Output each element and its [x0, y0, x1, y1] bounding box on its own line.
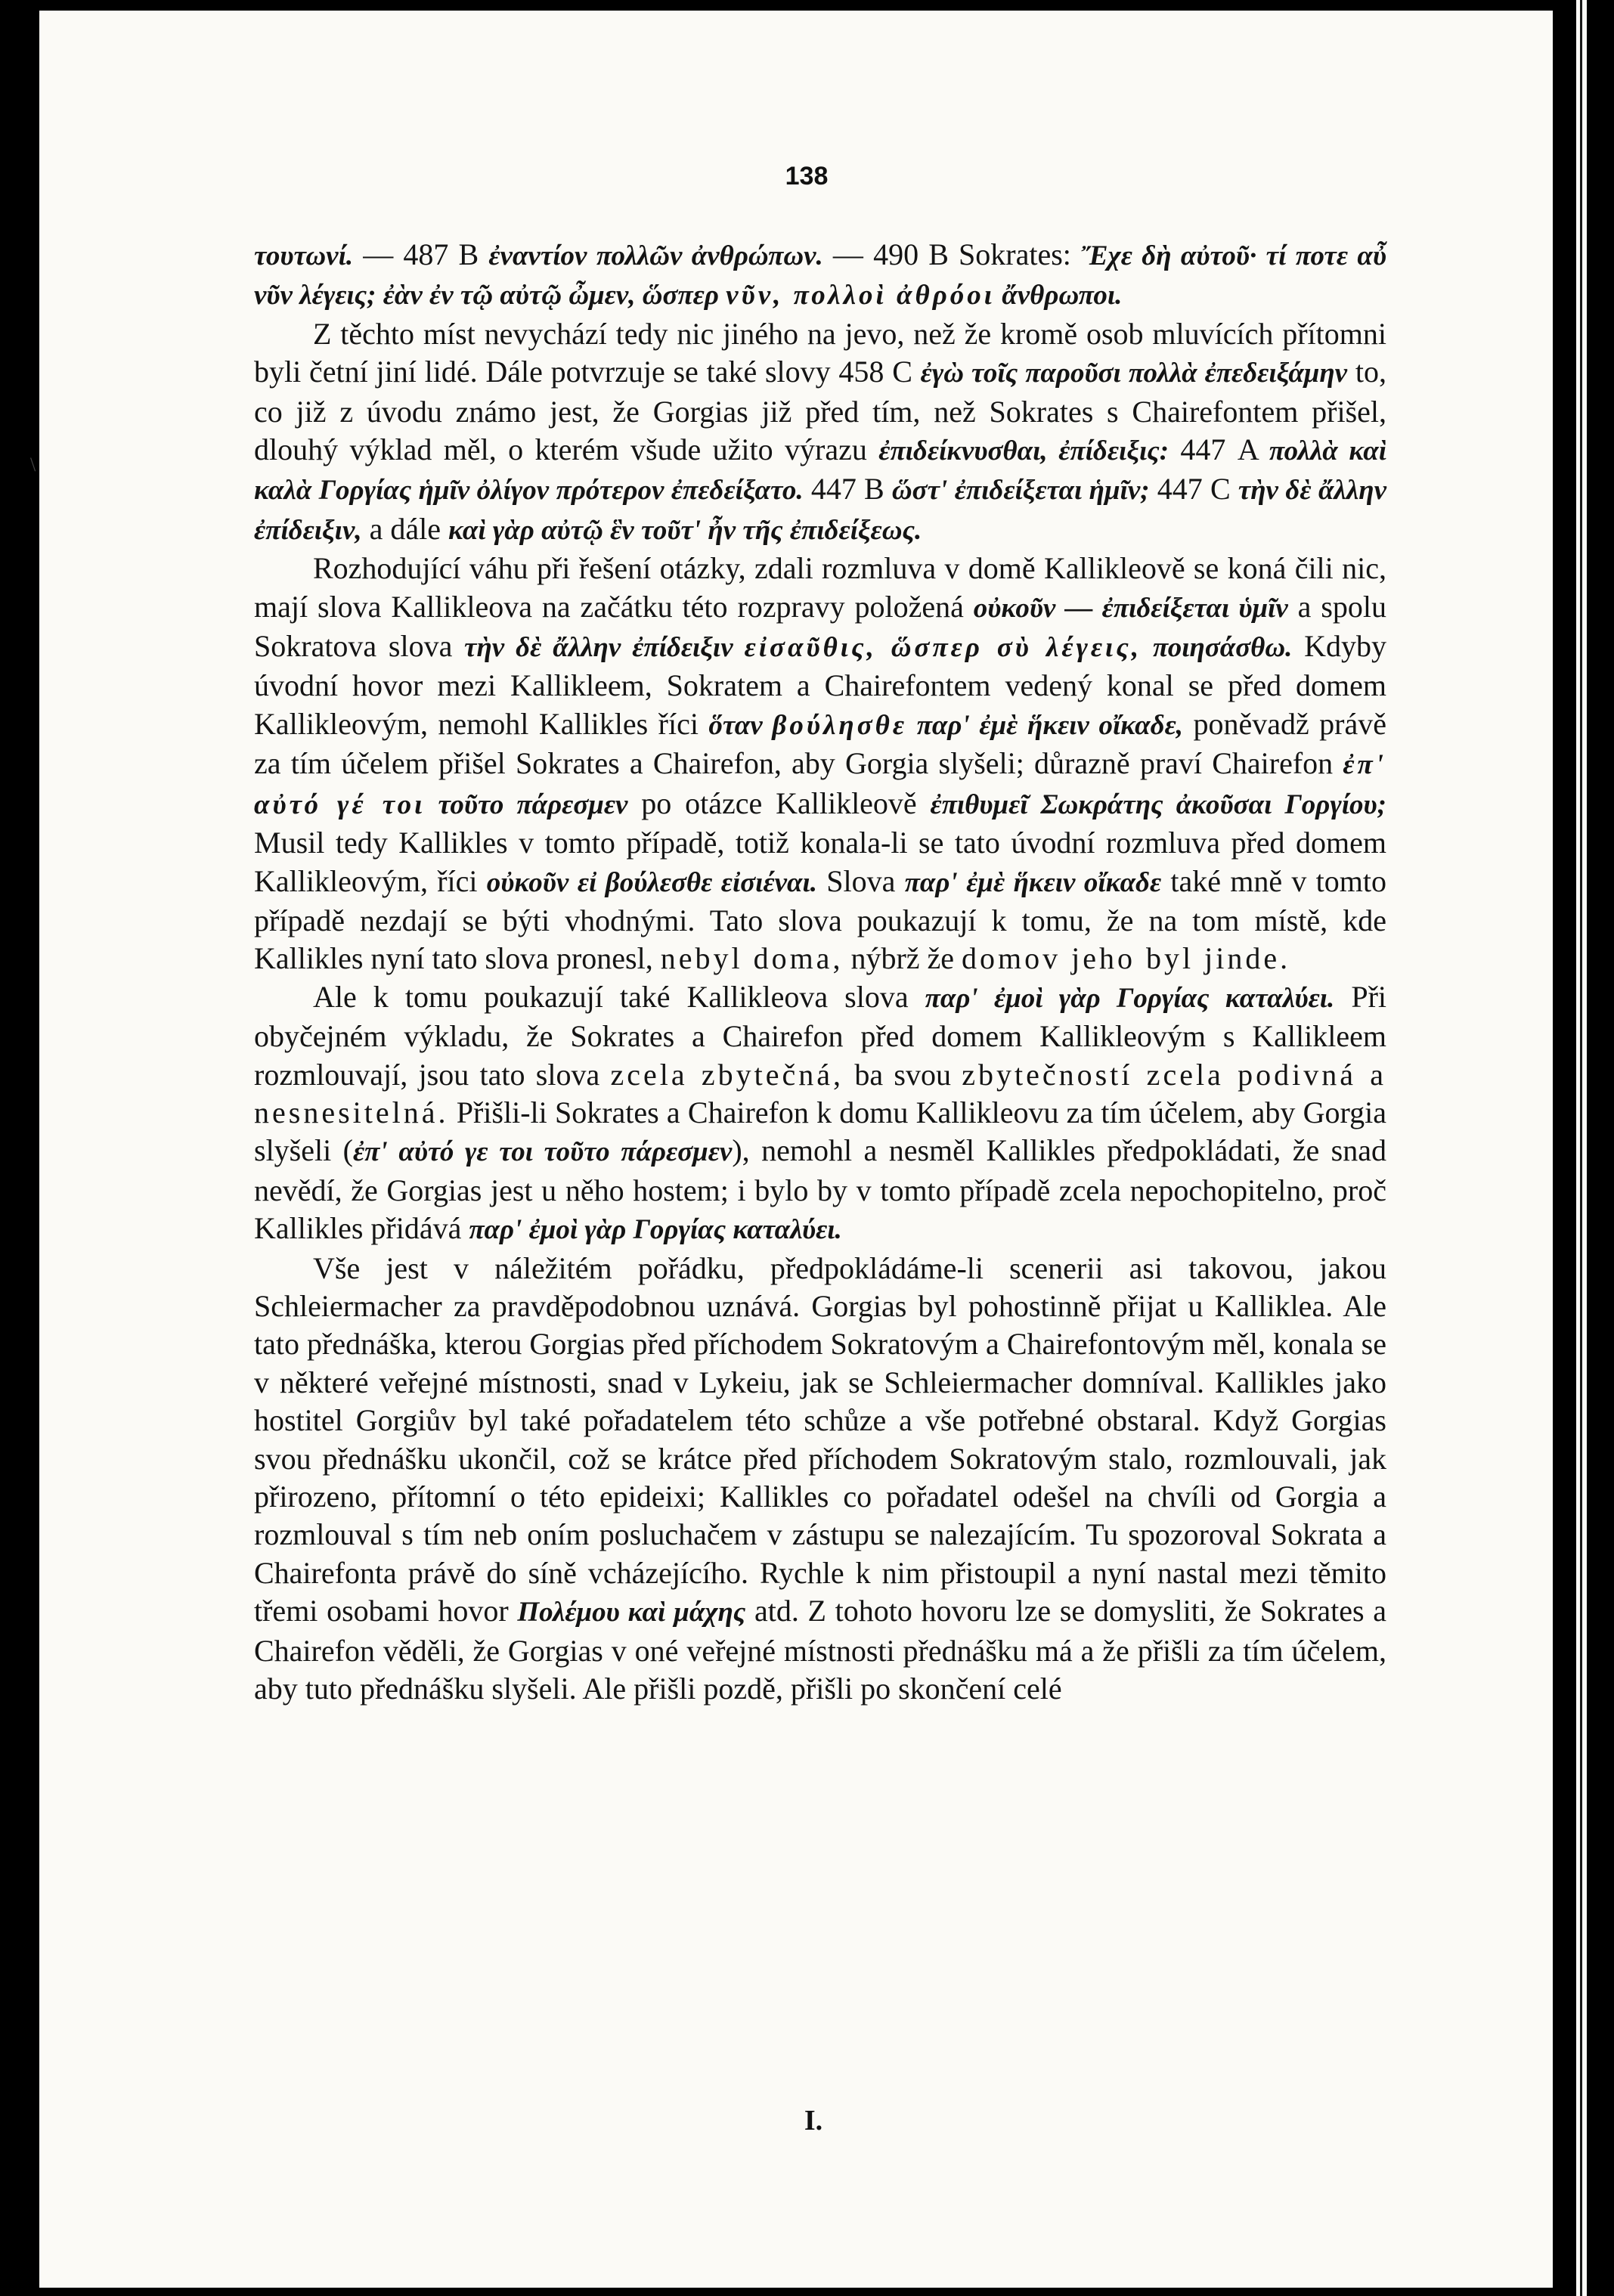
text-run: Rozhodující váhu při řešení otázky, zdali rozmluva v domě Kallikleově se koná čili nic, mají slova Kallikleova na začátku této rozpravy položená: [254, 551, 1386, 624]
spaced-emphasis: nebyl doma,: [660, 941, 844, 976]
greek-quote: παρ' ἐμὲ ἥκειν οἴκαδε,: [907, 709, 1184, 741]
greek-quote: εἰσαῦθις, ὥσπερ σὺ λέγεις,: [744, 632, 1142, 664]
text-run: Kdyby úvodní hovor mezi Kallikleem, Sokratem a Chairefontem vedený konal se před domem Kallikleovým, nemohl Kallikles říci: [254, 629, 1386, 741]
text-run: ), nemohl a nesměl Kallikles předpokládati, že snad nevědí, že Gorgias jest u něho hostem; i bylo by v tomto případě zcela nepochopitelno, proč Kallikles přidává: [254, 1133, 1386, 1246]
greek-quote: ἐναντίον πολλῶν ἀνθρώπων.: [488, 240, 823, 271]
text-run: atd. Z tohoto hovoru lze se domysliti, že Sokrates a Chairefon věděli, že Gorgias v oné veřejné místnosti přednášku má a že přišli za tím účelem, aby tuto přednášku slyšeli. Ale přišli pozdě, přišli po skončení celé: [254, 1594, 1387, 1706]
spaced-emphasis: domov jeho byl jinde.: [962, 941, 1291, 976]
greek-quote: ὅταν: [708, 709, 773, 741]
greek-quote: ἐπιθυμεῖ Σωκράτης ἀκοῦσαι Γοργίου;: [930, 789, 1386, 820]
paragraph: [254, 978, 1386, 1250]
text-run: Přišli-li Sokrates a Chairefon k domu Kallikleovu za tím účelem, aby Gorgia slyšeli (: [254, 1095, 1386, 1168]
greek-quote: Ἔχε δὴ αὐτοῦ· τί ποτε αὖ νῦν λέγεις; ἐὰν ἐν τῷ αὐτῷ ὦμεν, ὥσπερ: [254, 240, 1386, 311]
text-run: 447 B: [803, 472, 892, 507]
text-run: poněvadž právě za tím účelem přišel Sokrates a Chairefon, aby Gorgia slyšeli; důrazně praví Chairefon: [254, 706, 1386, 781]
greek-quote: ἐπ' αὐτό γε τοι τοῦτο πάρεσμεν: [353, 1136, 733, 1168]
margin-mark: \: [30, 454, 36, 476]
greek-quote: οὐκοῦν — ἐπιδείξεται ὑμῖν: [973, 592, 1288, 624]
text-run: Při obyčejném výkladu, že Sokrates a Chairefon před domem Kallikleovým s Kallikleem rozmlouvají, jsou tato slova: [254, 979, 1387, 1092]
greek-quote: τουτωνί.: [254, 240, 354, 271]
greek-quote: παρ' ἐμοὶ γὰρ Γοργίας καταλύει.: [925, 982, 1335, 1014]
greek-quote: ἐπ' αὐτό γέ τοι: [254, 749, 1386, 820]
greek-quote: Πολέμου καὶ μάχης: [517, 1597, 746, 1628]
greek-quote: βούλησθε: [772, 709, 908, 741]
greek-quote: νῦν, πολλοὶ ἀθρόοι: [726, 280, 996, 311]
text-run: 447 C: [1149, 472, 1238, 507]
greek-quote: πολλὰ καὶ καλὰ Γοργίας ἡμῖν ὀλίγον πρότερον ἐπεδείξατο.: [254, 435, 1387, 507]
spaced-emphasis: zbytečností zcela podivná a nesnesitelná.: [254, 1057, 1387, 1129]
greek-quote: ἐπιδείκνυσθαι, ἐπίδειξις:: [878, 435, 1169, 467]
greek-quote: καὶ γὰρ αὐτῷ ἓν τοῦτ' ἦν τῆς ἐπιδείξεως.: [448, 514, 922, 546]
text-run: a spolu Sokratova slova: [254, 589, 1387, 664]
page-number: 138: [785, 162, 829, 191]
signature-mark: I.: [804, 2105, 823, 2136]
greek-quote: τὴν δὲ ἄλλην ἐπίδειξιν,: [254, 475, 1386, 546]
greek-quote: ἄνθρωποι.: [995, 280, 1123, 311]
paragraph: [254, 236, 1386, 315]
text-run: nýbrž že: [843, 941, 962, 976]
text-run: Vše jest v náležitém pořádku, předpokládáme-li scenerii asi takovou, jakou Schleiermacher za pravděpodobnou uznává. Gorgias byl pohostinně přijat u Kalliklea. Ale tato přednáška, kterou Gorgias před příchodem Sokratovým a Chairefontovým měl, konala se v některé veřejné místnosti, snad v Lykeiu, jak se Schleiermacher domníval. Kallikles jako hostitel Gorgiův byl také pořadatelem této schůze a vše potřebné obstaral. Když Gorgias svou přednášku ukončil, což se krátce před příchodem Sokratovým stalo, rozmlouvali, jak přirozeno, přítomní o této epideixi; Kallikles co pořadatel odešel na chvíli od Gorgia a rozmlouval s tím neb oním posluchačem v zástupu se nalezajícím. Tu spozoroval Sokrata a Chairefonta právě do síně vcházejícího. Rychle k nim přistoupil a nyní nastal mezi těmito třemi osobami hovor: [254, 1250, 1386, 1628]
greek-quote: τοῦτο πάρεσμεν: [425, 789, 628, 820]
spaced-emphasis: zcela zbytečná,: [610, 1057, 844, 1092]
greek-quote: παρ' ἐμὲ ἥκειν οἴκαδε: [904, 866, 1162, 898]
text-run: po otázce Kallikleově: [627, 785, 931, 820]
greek-quote: παρ' ἐμοὶ γὰρ Γοργίας καταλύει.: [469, 1214, 842, 1246]
text-run: Ale k tomu poukazují také Kallikleova slova: [313, 979, 925, 1014]
text-run: ba svou: [844, 1057, 962, 1092]
greek-quote: τὴν δὲ ἄλλην ἐπίδειξιν: [464, 632, 745, 664]
text-run: také mně v tomto případě nezdají se býti vhodnými. Tato slova poukazují k tomu, že na tom místě, kde Kallikles nyní tato slova pronesl,: [254, 863, 1387, 976]
greek-quote: οὐκοῦν εἰ βούλεσθε εἰσιέναι.: [486, 866, 818, 898]
paragraph: [254, 550, 1386, 978]
page-edge-line: [1576, 0, 1587, 2296]
text-run: Musil tedy Kallikles v tomto případě, totiž konala-li se tato úvodní rozmluva před domem Kallikleovým, říci: [254, 826, 1386, 898]
body-text: [254, 236, 1386, 1708]
text-run: — 490 B Sokrates:: [822, 237, 1082, 271]
text-run: — 487 B: [353, 237, 489, 271]
greek-quote: ὥστ' ἐπιδείξεται ἡμῖν;: [891, 475, 1150, 507]
text-run: a dále: [361, 511, 449, 546]
greek-quote: ἐγὼ τοῖς παροῦσι πολλὰ ἐπεδειξάμην: [920, 358, 1348, 389]
paragraph: [254, 315, 1386, 550]
text-run: 447 A: [1169, 432, 1269, 467]
paragraph: [254, 1250, 1386, 1709]
text-run: to, co již z úvodu známo jest, že Gorgias již před tím, než Sokrates s Chairefontem přišel, dlouhý výklad měl, o kterém všude užito výrazu: [254, 355, 1386, 467]
text-run: Slova: [817, 863, 905, 898]
greek-quote: ποιησάσθω.: [1142, 632, 1293, 664]
text-run: Z těchto míst nevychází tedy nic jiného na jevo, než že kromě osob mluvících přítomni byli četní jiní lidé. Dále potvrzuje se také slovy 458 C: [254, 316, 1386, 389]
